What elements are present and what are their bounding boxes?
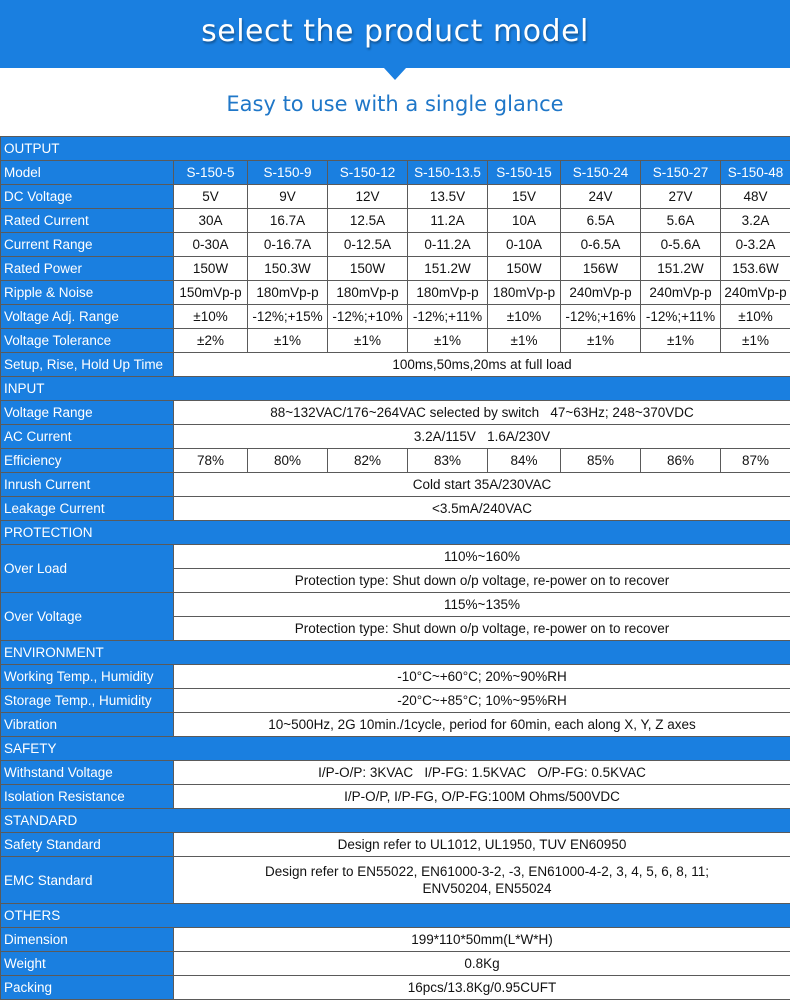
row-label: Over Voltage: [1, 593, 174, 641]
model-cell: S-150-9: [248, 161, 328, 185]
value-cell: 0-30A: [174, 233, 248, 257]
row-label: Efficiency: [1, 449, 174, 473]
table-row: [1, 857, 790, 904]
row-label: Storage Temp., Humidity: [1, 689, 174, 713]
value-cell: 12.5A: [328, 209, 408, 233]
row-label: Leakage Current: [1, 497, 174, 521]
section-title: PROTECTION: [1, 521, 790, 545]
value-cell: 83%: [408, 449, 488, 473]
value-cell: 156W: [561, 257, 641, 281]
page-subtitle: Easy to use with a single glance: [0, 92, 790, 116]
value-cell: 150.3W: [248, 257, 328, 281]
value-cell: 24V: [561, 185, 641, 209]
section-environment: [1, 641, 790, 665]
table-row: [1, 281, 790, 305]
value-cell: ±10%: [721, 305, 790, 329]
value-cell: ±1%: [641, 329, 721, 353]
value-cell: -12%;+15%: [248, 305, 328, 329]
table-row: [1, 449, 790, 473]
section-output: [1, 137, 790, 161]
section-title: ENVIRONMENT: [1, 641, 790, 665]
value-cell: 0-10A: [488, 233, 561, 257]
value-cell: 80%: [248, 449, 328, 473]
row-label: Vibration: [1, 713, 174, 737]
value-cell: ±1%: [721, 329, 790, 353]
value-cell: 85%: [561, 449, 641, 473]
row-label: Over Load: [1, 545, 174, 593]
value-cell: 150mVp-p: [174, 281, 248, 305]
table-row: [1, 928, 790, 952]
value-cell: -12%;+11%: [408, 305, 488, 329]
spec-table: [0, 136, 790, 1000]
model-cell: S-150-24: [561, 161, 641, 185]
model-cell: S-150-48: [721, 161, 790, 185]
table-row: [1, 497, 790, 521]
value-cell: 84%: [488, 449, 561, 473]
row-label: AC Current: [1, 425, 174, 449]
value-cell: 9V: [248, 185, 328, 209]
row-label: Setup, Rise, Hold Up Time: [1, 353, 174, 377]
section-others: [1, 904, 790, 928]
table-row: [1, 833, 790, 857]
table-row: [1, 545, 790, 569]
row-label: Withstand Voltage: [1, 761, 174, 785]
spec-table-body: [1, 137, 790, 1000]
banner-pointer: [384, 68, 406, 80]
row-label: Dimension: [1, 928, 174, 952]
value-cell: ±1%: [328, 329, 408, 353]
value-cell: 180mVp-p: [248, 281, 328, 305]
section-safety: [1, 737, 790, 761]
value-cell: 16.7A: [248, 209, 328, 233]
table-row: [1, 305, 790, 329]
section-protection: [1, 521, 790, 545]
value-cell: 78%: [174, 449, 248, 473]
value-cell: Protection type: Shut down o/p voltage, re-power on to recover: [174, 569, 790, 593]
row-label: Working Temp., Humidity: [1, 665, 174, 689]
section-title: INPUT: [1, 377, 790, 401]
value-cell: -12%;+10%: [328, 305, 408, 329]
row-label: Model: [1, 161, 174, 185]
table-row: [1, 785, 790, 809]
title-banner: [0, 0, 790, 68]
row-label: Rated Power: [1, 257, 174, 281]
model-row: [1, 161, 790, 185]
table-row: [1, 185, 790, 209]
value-cell: ±1%: [561, 329, 641, 353]
value-cell: Cold start 35A/230VAC: [174, 473, 790, 497]
value-cell: 151.2W: [641, 257, 721, 281]
row-label: Safety Standard: [1, 833, 174, 857]
table-row: [1, 473, 790, 497]
value-cell: ±10%: [174, 305, 248, 329]
row-label: Rated Current: [1, 209, 174, 233]
value-cell: 10A: [488, 209, 561, 233]
value-cell: 199*110*50mm(L*W*H): [174, 928, 790, 952]
value-cell: 0-16.7A: [248, 233, 328, 257]
page-title: select the product model: [0, 14, 790, 49]
value-cell: 180mVp-p: [488, 281, 561, 305]
value-cell: Design refer to EN55022, EN61000-3-2, -3, EN61000-4-2, 3, 4, 5, 6, 8, 11; ENV50204, EN55024: [174, 857, 790, 904]
table-row: [1, 401, 790, 425]
row-label: Voltage Range: [1, 401, 174, 425]
value-cell: -20°C~+85°C; 10%~95%RH: [174, 689, 790, 713]
row-label: Current Range: [1, 233, 174, 257]
value-cell: 151.2W: [408, 257, 488, 281]
value-cell: 10~500Hz, 2G 10min./1cycle, period for 60min, each along X, Y, Z axes: [174, 713, 790, 737]
value-cell: ±10%: [488, 305, 561, 329]
value-cell: 0-6.5A: [561, 233, 641, 257]
table-row: [1, 976, 790, 1000]
value-cell: 240mVp-p: [641, 281, 721, 305]
row-label: Isolation Resistance: [1, 785, 174, 809]
table-row: [1, 233, 790, 257]
value-cell: 5.6A: [641, 209, 721, 233]
value-cell: 48V: [721, 185, 790, 209]
table-row: [1, 209, 790, 233]
value-cell: 3.2A/115V 1.6A/230V: [174, 425, 790, 449]
value-cell: 150W: [328, 257, 408, 281]
value-cell: <3.5mA/240VAC: [174, 497, 790, 521]
table-row: [1, 353, 790, 377]
value-cell: 86%: [641, 449, 721, 473]
row-label: Voltage Tolerance: [1, 329, 174, 353]
table-row: [1, 593, 790, 617]
value-cell: 115%~135%: [174, 593, 790, 617]
row-label: DC Voltage: [1, 185, 174, 209]
value-cell: 0-12.5A: [328, 233, 408, 257]
value-cell: Design refer to UL1012, UL1950, TUV EN60950: [174, 833, 790, 857]
section-input: [1, 377, 790, 401]
value-cell: 27V: [641, 185, 721, 209]
value-cell: 87%: [721, 449, 790, 473]
value-cell: 150W: [174, 257, 248, 281]
table-row: [1, 952, 790, 976]
model-cell: S-150-27: [641, 161, 721, 185]
section-title: STANDARD: [1, 809, 790, 833]
table-row: [1, 713, 790, 737]
value-cell: 100ms,50ms,20ms at full load: [174, 353, 790, 377]
value-cell: I/P-O/P, I/P-FG, O/P-FG:100M Ohms/500VDC: [174, 785, 790, 809]
value-cell: 13.5V: [408, 185, 488, 209]
value-cell: 0-3.2A: [721, 233, 790, 257]
value-cell: ±1%: [408, 329, 488, 353]
table-row: [1, 257, 790, 281]
row-label: Weight: [1, 952, 174, 976]
row-label: Packing: [1, 976, 174, 1000]
value-cell: 150W: [488, 257, 561, 281]
value-cell: 5V: [174, 185, 248, 209]
section-title: OTHERS: [1, 904, 790, 928]
value-cell: 6.5A: [561, 209, 641, 233]
value-cell: ±2%: [174, 329, 248, 353]
value-cell: 3.2A: [721, 209, 790, 233]
section-title: SAFETY: [1, 737, 790, 761]
section-standard: [1, 809, 790, 833]
value-cell: 240mVp-p: [721, 281, 790, 305]
value-cell: 0-5.6A: [641, 233, 721, 257]
value-cell: -10°C~+60°C; 20%~90%RH: [174, 665, 790, 689]
row-label: Ripple & Noise: [1, 281, 174, 305]
section-title: OUTPUT: [1, 137, 790, 161]
table-row: [1, 761, 790, 785]
value-cell: 11.2A: [408, 209, 488, 233]
value-cell: 82%: [328, 449, 408, 473]
value-cell: 180mVp-p: [408, 281, 488, 305]
model-cell: S-150-15: [488, 161, 561, 185]
value-cell: 15V: [488, 185, 561, 209]
value-cell: 0-11.2A: [408, 233, 488, 257]
value-cell: 153.6W: [721, 257, 790, 281]
table-row: [1, 689, 790, 713]
value-cell: 180mVp-p: [328, 281, 408, 305]
row-label: EMC Standard: [1, 857, 174, 904]
value-cell: I/P-O/P: 3KVAC I/P-FG: 1.5KVAC O/P-FG: 0.5KVAC: [174, 761, 790, 785]
value-cell: ±1%: [488, 329, 561, 353]
table-row: [1, 329, 790, 353]
value-cell: 16pcs/13.8Kg/0.95CUFT: [174, 976, 790, 1000]
table-row: [1, 665, 790, 689]
value-cell: 110%~160%: [174, 545, 790, 569]
value-cell: -12%;+16%: [561, 305, 641, 329]
value-cell: 240mVp-p: [561, 281, 641, 305]
value-cell: 12V: [328, 185, 408, 209]
value-cell: 30A: [174, 209, 248, 233]
value-cell: 88~132VAC/176~264VAC selected by switch 47~63Hz; 248~370VDC: [174, 401, 790, 425]
row-label: Inrush Current: [1, 473, 174, 497]
value-cell: ±1%: [248, 329, 328, 353]
model-cell: S-150-13.5: [408, 161, 488, 185]
value-cell: 0.8Kg: [174, 952, 790, 976]
value-cell: -12%;+11%: [641, 305, 721, 329]
table-row: [1, 425, 790, 449]
model-cell: S-150-5: [174, 161, 248, 185]
value-cell: Protection type: Shut down o/p voltage, re-power on to recover: [174, 617, 790, 641]
row-label: Voltage Adj. Range: [1, 305, 174, 329]
model-cell: S-150-12: [328, 161, 408, 185]
